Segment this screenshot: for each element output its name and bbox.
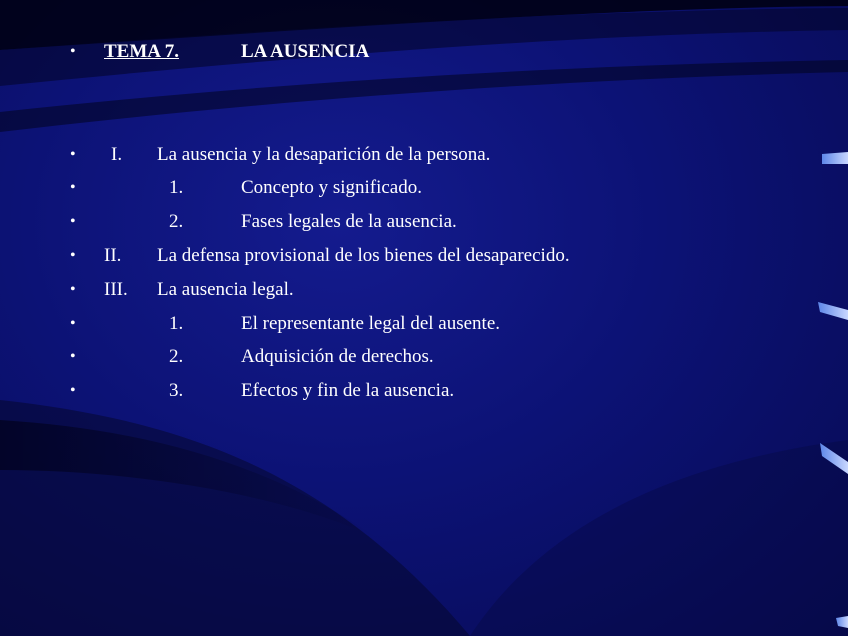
item-marker: II. <box>104 245 122 266</box>
item-marker: I. <box>111 144 123 165</box>
item-marker: III. <box>104 279 128 300</box>
item-text: Efectos y fin de la ausencia. <box>241 380 455 401</box>
item-marker: 1. <box>169 313 184 334</box>
bullet: • <box>70 247 76 264</box>
title-text: LA AUSENCIA <box>241 41 370 62</box>
bullet: • <box>70 146 76 163</box>
item-marker: 2. <box>169 346 184 367</box>
item-marker: 1. <box>169 177 184 198</box>
item-marker: 2. <box>169 211 184 232</box>
item-text: Fases legales de la ausencia. <box>241 211 457 232</box>
bullet: • <box>70 43 76 60</box>
bullet: • <box>70 315 76 332</box>
item-marker: 3. <box>169 380 184 401</box>
title-label: TEMA 7. <box>104 41 179 62</box>
bullet: • <box>70 281 76 298</box>
item-text: La defensa provisional de los bienes del desaparecido. <box>157 245 570 266</box>
item-text: Concepto y significado. <box>241 177 422 198</box>
bullet: • <box>70 213 76 230</box>
bullet: • <box>70 382 76 399</box>
item-text: La ausencia y la desaparición de la persona. <box>157 144 491 165</box>
bullet: • <box>70 348 76 365</box>
item-text: La ausencia legal. <box>157 279 294 300</box>
item-text: Adquisición de derechos. <box>241 346 434 367</box>
item-text: El representante legal del ausente. <box>241 313 501 334</box>
bullet: • <box>70 179 76 196</box>
